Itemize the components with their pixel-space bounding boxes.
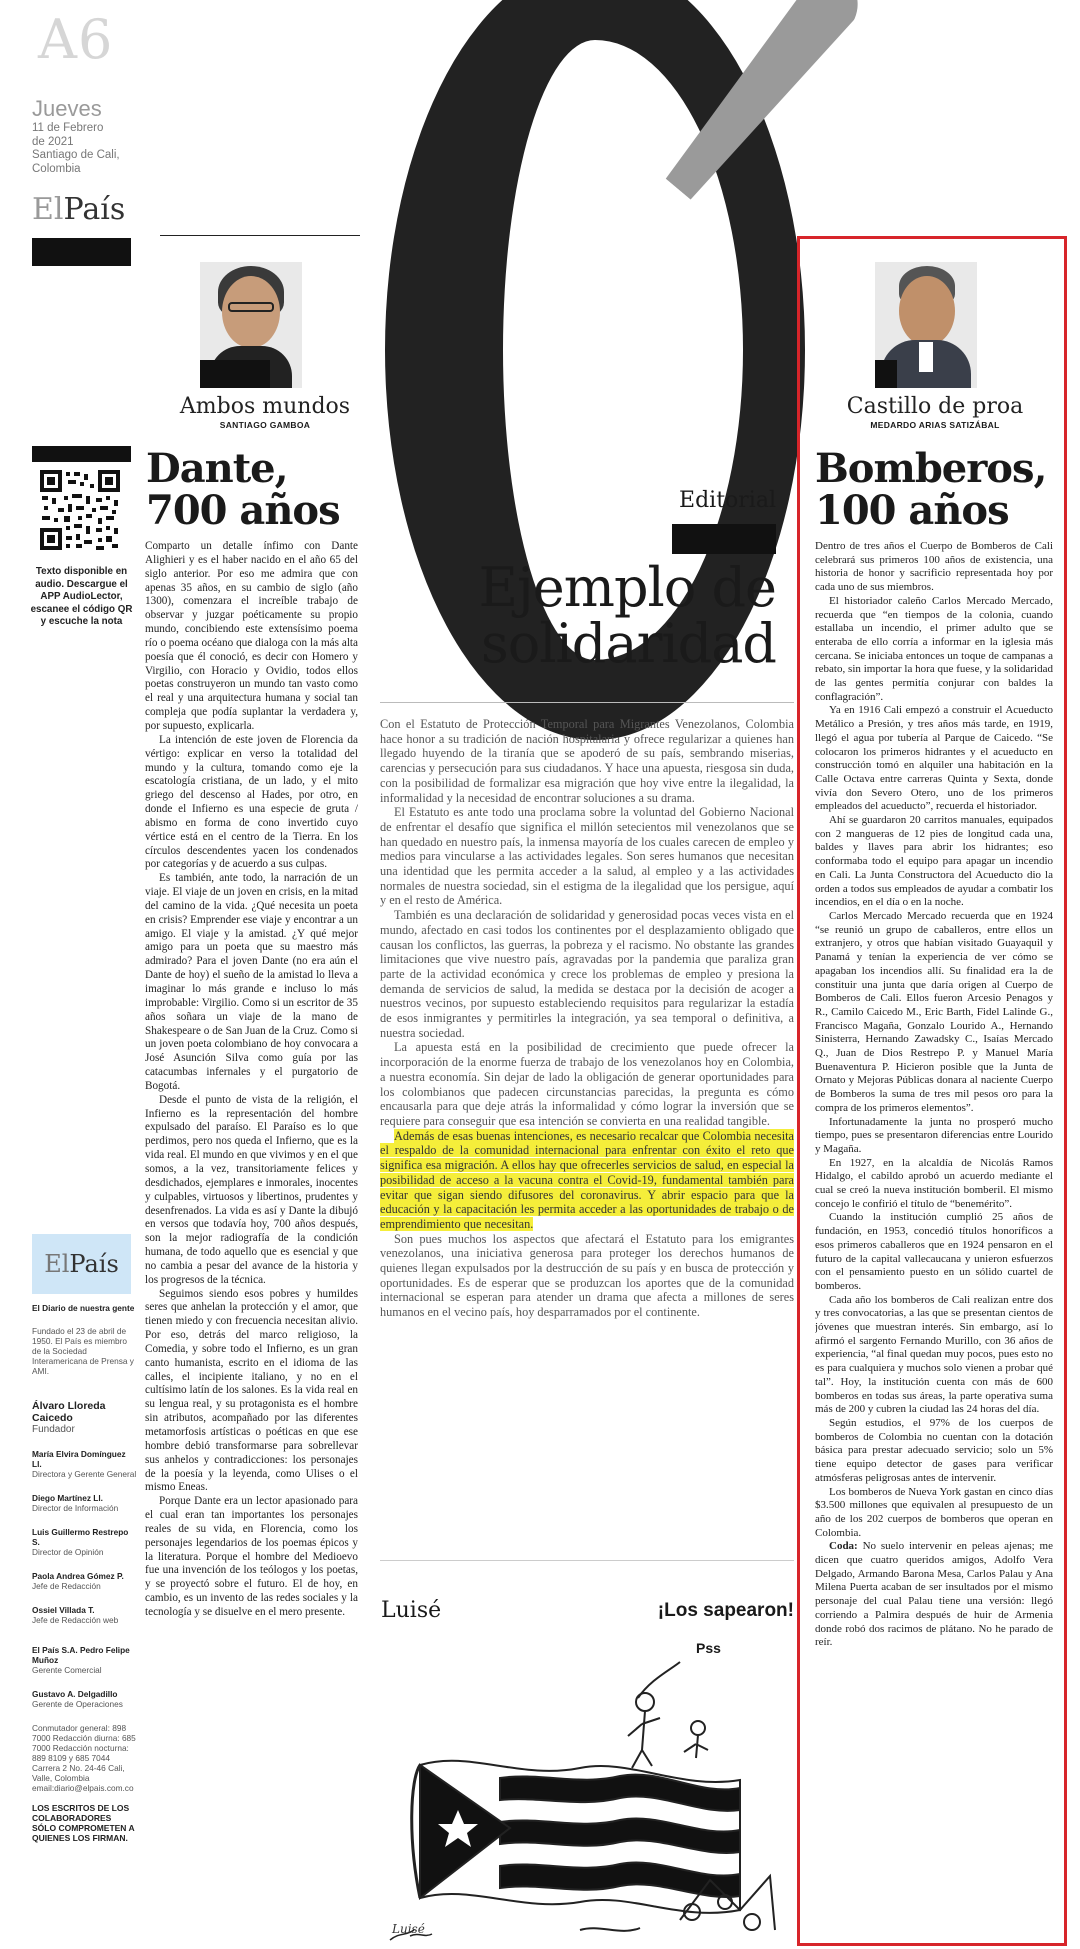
coda-label: Coda:: [829, 1540, 858, 1553]
section-castillo-de-proa: Castillo de proa: [846, 394, 1024, 419]
cartoonist-name: Luisé: [381, 1598, 442, 1623]
disclaimer: LOS ESCRITOS DE LOS COLABORADORES SÓLO COMPROMETEN A QUIENES LOS FIRMAN.: [32, 1803, 135, 1843]
paragraph: Seguimos siendo esos pobres y humildes seres que anhelan la protección y el amor, que tienen miedo y con frecuencia necesitan alivio. Por eso, detrás del marco religioso, la Comedia, y sobre todo el Infierno, es un gran canto humanista, escrito en el idioma de las calles, el incipiente italiano, y no en el cultísimo latín de los salones. Es la vida real en su lengua real, y su protagonista es el hombre sin atributos, acompañado por las diferentes metamorfosis artísticas o poéticas en que ese hombre debió transformarse para sobrellevar sus anhelos y contradicciones: los personajes de la poesía y la leyenda, como Ulises o el mismo Eneas.: [145, 1287, 358, 1494]
staff-entry: [32, 1605, 137, 1625]
date-line: Santiago de Cali,: [32, 149, 120, 161]
staff-role: Jefe de Redacción web: [32, 1615, 119, 1625]
qr-caption: Texto disponible en audio. Descargue el APP AudioLector, escanee el código QR y escuche la nota: [30, 566, 133, 627]
paragraph: El historiador caleño Carlos Mercado Mercado, recuerda que “en tiempos de la colonia, cuando estallaba un incendio, el primer adulto que se enteraba de ello corría a informar en la iglesia más cercana. Se iniciaba entonces un toque de campanas a rebato, sin importar la hora que fuese, y la solidaridad de las gentes permitía conjurar con baldes la conflagración”.: [815, 594, 1053, 703]
logo-bar: [32, 238, 131, 266]
paragraph: Según estudios, el 97% de los cuerpos de bomberos de Colombia no cuentan con la dotación básica para prestar adecuado servicio; solo un 5% tiene equipo detector de gases para verificar atmósferas peligrosas antes de intervenir.: [815, 1417, 1053, 1484]
paragraph: Ya en 1916 Cali empezó a construir el Acueducto Metálico a Presión, y tres años más tarde, en 1919, llegó el agua por tubería al Parque de Caicedo. “Se colocaron los primeros hidrantes y el acueducto en construcción tomó en alquiler una habitación en la Calle Octava entre carreras Quinta y Sexta, donde vivía don Severo Otero, uno de los primeros empleados del acueducto”, recuerda el historiador.: [815, 704, 1053, 813]
logo-el: El: [44, 1250, 70, 1278]
column-headline-dante: [146, 445, 366, 534]
coda-paragraph: [815, 1540, 1053, 1650]
cartoon-rule: [380, 1560, 794, 1561]
paragraph: Porque Dante era un lector apasionado para el cual eran tan importantes los personajes reales de su vida, en Florencia, como los personajes legendarios de los poemas épicos y la literatura. Porque el hombre del Medioevo fue una invención de los teólogos y los poetas, y se proyectó sobre el futuro. El de hoy, en cambio, es un invento de las redes sociales y la tecnología y se disuelve en el mero presente.: [145, 1495, 358, 1618]
title-line: Ejemplo de: [478, 556, 776, 619]
weekday: Jueves: [32, 96, 102, 121]
contact-info: Conmutador general: 898 7000 Redacción diurna: 685 7000 Redacción nocturna: 889 8109 y 685 7044 Carrera 2 No. 24-46 Cali, Valle, Colombia email:diario@elpais.com.co: [32, 1723, 136, 1793]
staff-name: El País S.A. Pedro Felipe Muñoz: [32, 1645, 130, 1665]
paragraph: Es también, ante todo, la narración de un viaje. El viaje de un joven en crisis, en la mitad del camino de la vida. ¿Qué necesita un poeta en crisis? Emprender ese viaje y encontrar a un amigo. El viaje y la amistad. ¿Y qué mejor amigo para un poeta que su maestro más admirado? Para el joven Dante (no era aún el Dante de hoy) el sueño de la amistad lo lleva a imaginar lo más grande e incluso lo más improbable: Virgilio. Como si un escritor de 35 años soñara un viaje de la mano de Shakespeare o de San Juan de la Cruz. Como si un joven poeta colombiano de hoy convocara a José Asunción Silva como guía por las catacumbas infernales y el purgatorio de Bogotá.: [145, 872, 358, 1092]
staff-role: Director de Opinión: [32, 1547, 104, 1557]
paragraph-highlighted: [380, 1129, 794, 1232]
date-line: Colombia: [32, 162, 81, 175]
staff-role: Gerente Comercial: [32, 1665, 102, 1675]
paragraph: Con el Estatuto de Protección Temporal para Migrantes Venezolanos, Colombia hace honor a su tradición de nación hospitalaria y ofrece regularizar a quienes han llegado huyendo de la tiranía que se apoderó de su país, sembrando miserias, carencias y persecución para sus ciudadanos. Y hace una apuesta, riesgosa sin duda, con la posibilidad de formalizar esa migración que hoy vive entre la ilegalidad, la informalidad y la necesidad de encontrar soluciones a su drama.: [380, 717, 794, 805]
cartoon-signature: Luisé: [392, 1922, 425, 1936]
headline-line: Dante,: [146, 445, 288, 492]
speech-bubble: Pss: [696, 1640, 721, 1656]
logo-el: El: [32, 192, 64, 227]
staff-name: María Elvira Domínguez Ll.: [32, 1449, 126, 1469]
headline-line: 100 años: [815, 487, 1009, 534]
paragraph: También es una declaración de solidaridad y generosidad pocas veces vista en el mundo, afectado en casi todos los continentes por el desplazamiento obligado que causan los conflictos, las guerras, la pobreza y el racismo. No obstante las grandes limitaciones que vive nuestro país, agravadas por la pandemia que paraliza gran parte de la actividad económica y crece los problemas de empleo y presiona la demanda de servicios de salud, la medida se destaca por la decisión de acoger a nuestros vecinos, por supuesto estableciendo requisitos para regularizar la estadía de esos inmigrantes y permitirles la integración, ya sea temporal o definitiva, a nuestra sociedad.: [380, 908, 794, 1040]
page-number: A6: [38, 8, 114, 71]
staff-role: Directora y Gerente General: [32, 1469, 137, 1479]
date-line: de 2021: [32, 135, 74, 148]
editorial-body: [380, 717, 794, 1567]
sidebar-logo: [32, 1234, 131, 1294]
staff-name: Ossiel Villada T.: [32, 1605, 95, 1615]
editorial-rule: [380, 702, 794, 703]
author-byline: SANTIAGO GAMBOA: [219, 420, 311, 430]
staff-entry: [32, 1689, 137, 1709]
staff-name: Gustavo A. Delgadillo: [32, 1689, 118, 1699]
staff-entry: [32, 1493, 137, 1513]
paragraph: Infortunadamente la junta no prosperó mucho tiempo, pues se presentaron diferencias entre Lourido y Magaña.: [815, 1115, 1053, 1155]
paragraph: Cuando la institución cumplió 25 años de fundación, en 1953, concedió títulos honoríficos a esos primeros caballeros que en 1924 pensaron en el futuro de la capital vallecaucana y unieron esfuerzos con el pensamiento puesto en un sólido cuartel de bomberos.: [815, 1211, 1053, 1292]
author-byline: MEDARDO ARIAS SATIZÁBAL: [870, 420, 1000, 430]
date-line: 11 de Febrero: [32, 122, 104, 134]
staff-role: Fundador: [32, 1424, 75, 1435]
cartoon-title: ¡Los sapearon!: [657, 1600, 794, 1621]
staff-entry: [32, 1449, 137, 1479]
staff-entry: [32, 1571, 137, 1591]
paragraph: Dentro de tres años el Cuerpo de Bomberos de Cali celebrará sus primeros 100 años de existencia, una historia de honor y sacrificio representada hoy por cada uno de sus miembros.: [815, 540, 1053, 594]
column-headline-bomberos: [815, 445, 1055, 534]
paragraph: En 1927, en la alcaldía de Nicolás Ramos Hidalgo, el cabildo aprobó un acuerdo mediante el cual se creó la nueva institución bomberil. El mismo concejo le confirió el título de “benemérito”.: [815, 1156, 1053, 1210]
editorial-label: Editorial: [679, 488, 776, 513]
staff-name: Álvaro Lloreda Caicedo: [32, 1400, 106, 1424]
editorial-title: [380, 556, 776, 675]
paragraph: El Estatuto es ante todo una proclama sobre la voluntad del Gobierno Nacional de enfrentar el desafío que significa el millón setecientos mil venezolanos que se han quedado en nuestro país, la inmensa mayoría de los cuales carecen de empleo y medios para vincularse a las actividades legales. Son seres humanos que necesitan una identidad que les permita acceder a la salud, al empleo y a las actividades normales de nuestra sociedad, sin el estigma de la ilegalidad que los persigue, aquí y en el resto de América.: [380, 805, 794, 908]
paragraph: Carlos Mercado Mercado recuerda que en 1924 “se reunió un grupo de caballeros, entre ellos un extranjero, y otros que habían visitado Guayaquil y Panamá y tenían la experiencia de ver cómo se apagaban los incendios allí. Su finalidad era la de constituir una junta que daría origen al Cuerpo de Bomberos de Cali. Ellos fueron Arcesio Penagos y R., Camilo Caicedo M., Eric Barth, Fidel Lalinde G., Francisco Magaña, Gonzalo Lourido A., Hernando Sinisterra, Hernando Zawadsky C., Isaías Mercado Q., Juan de Dios Restrepo P. y Manuel María Buenaventura P. Hicieron posible que la Junta de Ornato y Mejoras Públicas donara al naciente Cuerpo de Bomberos la suma de tres mil pesos oro para la compra de los primeros elementos”.: [815, 909, 1053, 1114]
staff-name: Paola Andrea Gómez P.: [32, 1571, 124, 1581]
paragraph: Los bomberos de Nueva York gastan en cinco días $3.500 millones que equivalen al presupuesto de un año de los 202 cuerpos de bomberos que operan en Colombia.: [815, 1485, 1053, 1539]
logo-pais: País: [69, 1250, 119, 1278]
logo-pais: País: [63, 192, 126, 227]
staff-role: Gerente de Operaciones: [32, 1699, 123, 1709]
header-rule: [160, 235, 360, 236]
newspaper-logo: [32, 192, 125, 227]
column-body-dante: [145, 540, 358, 1945]
title-line: solidaridad: [481, 612, 776, 675]
founded-note: Fundado el 23 de abril de 1950. El País es miembro de la Sociedad Interamericana de Prensa y AMI.: [32, 1326, 134, 1376]
qr-code[interactable]: [40, 470, 120, 550]
staff-entry: [32, 1527, 137, 1557]
staff-name: Diego Martínez Ll.: [32, 1493, 103, 1503]
staff-role: Director de Información: [32, 1503, 119, 1513]
paragraph: La apuesta está en la posibilidad de crecimiento que puede ofrecer la incorporación de la enorme fuerza de trabajo de los venezolanos hoy en Colombia, a nuestra economía. Sin dejar de lado la obligación de generar oportunidades para los colombianos que padecen circunstancias parecidas, la pregunta es cómo encausarla para que deje atrás la informalidad y cómo lograr la inversión que se requiere para conseguir que esa intención se convierta en una realidad tangible.: [380, 1040, 794, 1128]
staff-entry: [32, 1400, 137, 1435]
cartoon-illustration: [380, 1640, 794, 1945]
sidebar-bar: [32, 446, 131, 462]
paragraph: Ahí se guardaron 20 carritos manuales, equipados con 2 mangueras de 12 pies de longitud cada una, baldes y llaves para abrir los hidrantes; eso conformaba todo el equipo para apagar un incendio en Cali. La Junta Constructora del Acueducto dio la orden a todos sus empleados de ayudar a combatir los incendios, en el día o en la noche.: [815, 814, 1053, 909]
editorial-bar: [672, 524, 776, 554]
column-body-bomberos: [815, 540, 1053, 1942]
author-photo-gamboa: [200, 262, 302, 388]
staff-entry: [32, 1645, 137, 1675]
staff-name: Luis Guillermo Restrepo S.: [32, 1527, 129, 1547]
author-photo-arias: [875, 262, 977, 388]
highlight-text: Además de esas buenas intenciones, es necesario recalcar que Colombia necesita el respaldo de la comunidad internacional para enfrentar con éxito el reto que significa esa migración. A ellos hay que ofrecerles servicios de salud, en especial la posibilidad de acceso a la vacuna contra el Covid-19, fundamental también para evitar que sigan siendo difusores del coronavirus. Y abrir espacio para que la educación y la capacitación les permita acceder a las oportunidades de trabajo o de emprendimiento que necesitan.: [380, 1128, 794, 1231]
paragraph: La intención de este joven de Florencia da vértigo: explicar en verso la totalidad del mundo y la cultura, tomando como eje la escatología cristiana, de un lado, y el mito griego del descenso al Hades, por otro, en donde el Infierno es una especie de gruta / abismo en forma de cono invertido cuyo vértice está en el centro de la Tierra. En los círculos descendentes yacen los condenados por categorías y de acuerdo a sus culpas.: [145, 733, 358, 871]
headline-line: Bomberos,: [815, 445, 1047, 492]
paragraph: Desde el punto de vista de la religión, el Infierno es la representación del hombre expulsado del paraíso. El Paraíso es lo que perdimos, pero nos queda el Infierno, que es la vida real. El mundo en que vivimos y en el que somos, a la vez, transitoriamente felices y desdichados, ejemplares e inmorales, inocentes y culpables, virtuosos y libertinos, prudentes y desenfrenados. La vida es así y Dante la dibujó en versos que todavía hoy, 700 años después, son la mejor radiografía de la condición humana, de todo aquello que es esencial y que no cambia a pesar del avance de la historia y los progresos de la técnica.: [145, 1093, 358, 1286]
dateline: [32, 122, 120, 176]
headline-line: 700 años: [146, 487, 340, 534]
tagline: El Diario de nuestra gente: [32, 1303, 135, 1313]
paragraph: Son pues muchos los aspectos que afectará el Estatuto para los emigrantes venezolanos, una iniciativa generosa para proteger los derechos humanos de quienes llegan expulsados por la destrucción de su país y en busca de protección y oportunidades. Es de esperar que se produzcan los aportes que de la comunidad internacional se esperan para atender un drama que afecta a millones de seres humanos en el vecino país, hoy desparramados por el continente.: [380, 1231, 794, 1320]
staff-role: Jefe de Redacción: [32, 1581, 101, 1591]
coda-text: No suelo intervenir en peleas ajenas; me dicen que cuatro queridos amigos, Adolfo Vera Delgado, Armando Barona Mesa, Carlos Palau y Ana Milena Puerta acaban de ser insultados por el mismo personaje del cual Palau tiene una versión: llegó corriendo a Palmira después de huir de Armenia donde robó dos racimos de plátano. No he parado de reír.: [815, 1540, 1053, 1649]
section-ambos-mundos: Ambos mundos: [179, 394, 351, 419]
paragraph: Cada año los bomberos de Cali realizan entre dos y tres convocatorias, a las que se presentan cientos de jóvenes que muestran interés. Sin embargo, así lo afirmó el sargento Fernando Murillo, con 36 años de experiencia, “al final quedan muy pocos, pues esto no es para cualquiera y muchos solo vienen a probar qué tal”. Hoy, la institución cuenta con más de 600 bomberos en todas sus áreas, la parte operativa suma más de 200 y cubren la ciudad las 24 horas del día.: [815, 1293, 1053, 1416]
paragraph: Comparto un detalle ínfimo con Dante Alighieri y es el haber nacido en el año 65 del siglo anterior. Por eso me admira que con apenas 35 años, en su cambio de siglo (año 1300), comenzara el increíble trabajo de observar y juzgar poéticamente su propio mundo, concibiendo este extensísimo poema río o poema océano que dialoga con la más alta poesía que él conoció, es decir con Homero y Virgilio, con Horacio y Ovidio, todos ellos poetas construyeron un mundo tan vasto como el real y una arquitectura humana y social tan compleja que podía suplantar la verdadera y, por supuesto, explicarla.: [145, 540, 358, 732]
masthead-staff: [32, 1400, 137, 1843]
